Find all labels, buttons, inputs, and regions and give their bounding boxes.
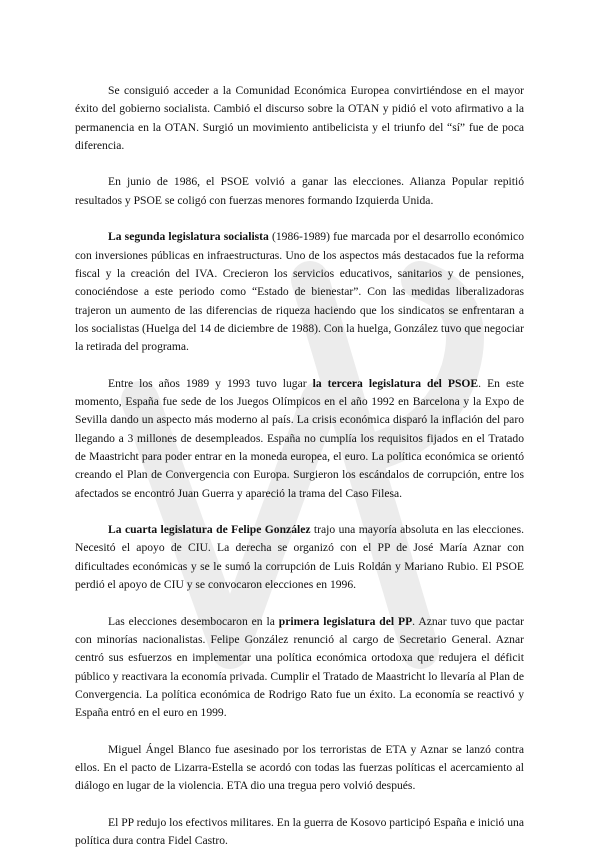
paragraph-3: [75, 228, 524, 356]
heading-segunda-legislatura: La segunda legislatura socialista: [108, 230, 269, 244]
document-body: [75, 82, 524, 848]
heading-primera-legislatura-pp: primera legislatura del PP: [278, 614, 413, 628]
paragraph-7-text: Miguel Ángel Blanco fue asesinado por los terroristas de ETA y Aznar se lanzó contra ellos. En el pacto de Lizarra-Estella se acordó con todas las fuerzas políticas el acercamiento al diálogo en lugar de la violencia. ETA dio una tregua pero volvió después.: [75, 742, 524, 793]
paragraph-6-text-b: . Aznar tuvo que pactar con minorías nacionalistas. Felipe González renunció al cargo de Secretario General. Aznar centró sus esfuerzos en implementar una política económica ortodoxa que redujera el déficit público y reactivara la economía privada. Cumplir el Tratado de Maastricht lo llevaría al Plan de Convergencia. La política económica de Rodrigo Rato fue un éxito. La economía se reactivó y España entró en el euro en 1999.: [75, 614, 525, 720]
paragraph-8: [75, 814, 524, 848]
paragraph-1: [75, 82, 524, 155]
paragraph-5-text: trajo una mayoría absoluta en las elecciones. Necesitó el apoyo de CIU. La derecha se organizó con el PP de José María Aznar con dificultades económicas y se le sumó la corrupción de Luis Roldán y Mariano Rubio. El PSOE perdió el apoyo de CIU y se convocaron elecciones en 1996.: [75, 523, 524, 592]
paragraph-4-text-b: . En este momento, España fue sede de los Juegos Olímpicos en el año 1992 en Barcelona y la Expo de Sevilla dando un aspecto más moderno al país. La crisis económica disparó la inflación del paro llegando a 3 millones de desempleados. España no cumplía los requisitos fijados en el Tratado de Maastricht para poder entrar en la moneda europea, el euro. La política económica se orientó creando el Plan de Convergencia con Europa. Surgieron los escándalos de corrupción, entre los afectados se encontró Juan Guerra y apareció la trama del Caso Filesa.: [75, 376, 524, 500]
paragraph-8-text: El PP redujo los efectivos militares. En la guerra de Kosovo participó España e inició una política dura contra Fidel Castro.: [75, 815, 524, 848]
paragraph-1-text: Se consiguió acceder a la Comunidad Económica Europea convirtiéndose en el mayor éxito del gobierno socialista. Cambió el discurso sobre la OTAN y pidió el voto afirmativo a la permanencia en la OTAN. Surgió un movimiento antibelicista y el triunfo del “sí” fue de poca diferencia.: [75, 84, 524, 152]
heading-tercera-legislatura: la tercera legislatura del PSOE: [312, 376, 479, 390]
paragraph-6-text-a: Las elecciones desembocaron en la: [108, 614, 279, 628]
paragraph-4-text-a: Entre los años 1989 y 1993 tuvo lugar: [108, 376, 313, 390]
paragraph-2-text: En junio de 1986, el PSOE volvió a ganar las elecciones. Alianza Popular repitió resultados y PSOE se coligó con fuerzas menores formando Izquierda Unida.: [75, 175, 524, 207]
paragraph-4: [75, 375, 524, 503]
paragraph-2: [75, 173, 524, 210]
paragraph-7: [75, 741, 524, 796]
heading-cuarta-legislatura: La cuarta legislatura de Felipe González: [108, 523, 311, 537]
paragraph-5: [75, 521, 524, 594]
paragraph-3-text: (1986-1989) fue marcada por el desarrollo económico con inversiones públicas en infraestructuras. Uno de los aspectos más destacados fue la reforma fiscal y la creación del IVA. Crecieron los servicios educativos, sanitarios y de pensiones, conociéndose a este periodo como “Estado de bienestar”. Con las medidas liberalizadoras trajeron un aumento de las diferencias de riqueza haciendo que los sindicatos se enfrentaran a los socialistas (Huelga del 14 de diciembre de 1988). Con la huelga, González tuvo que negociar la retirada del programa.: [75, 230, 524, 354]
paragraph-6: [75, 613, 524, 723]
